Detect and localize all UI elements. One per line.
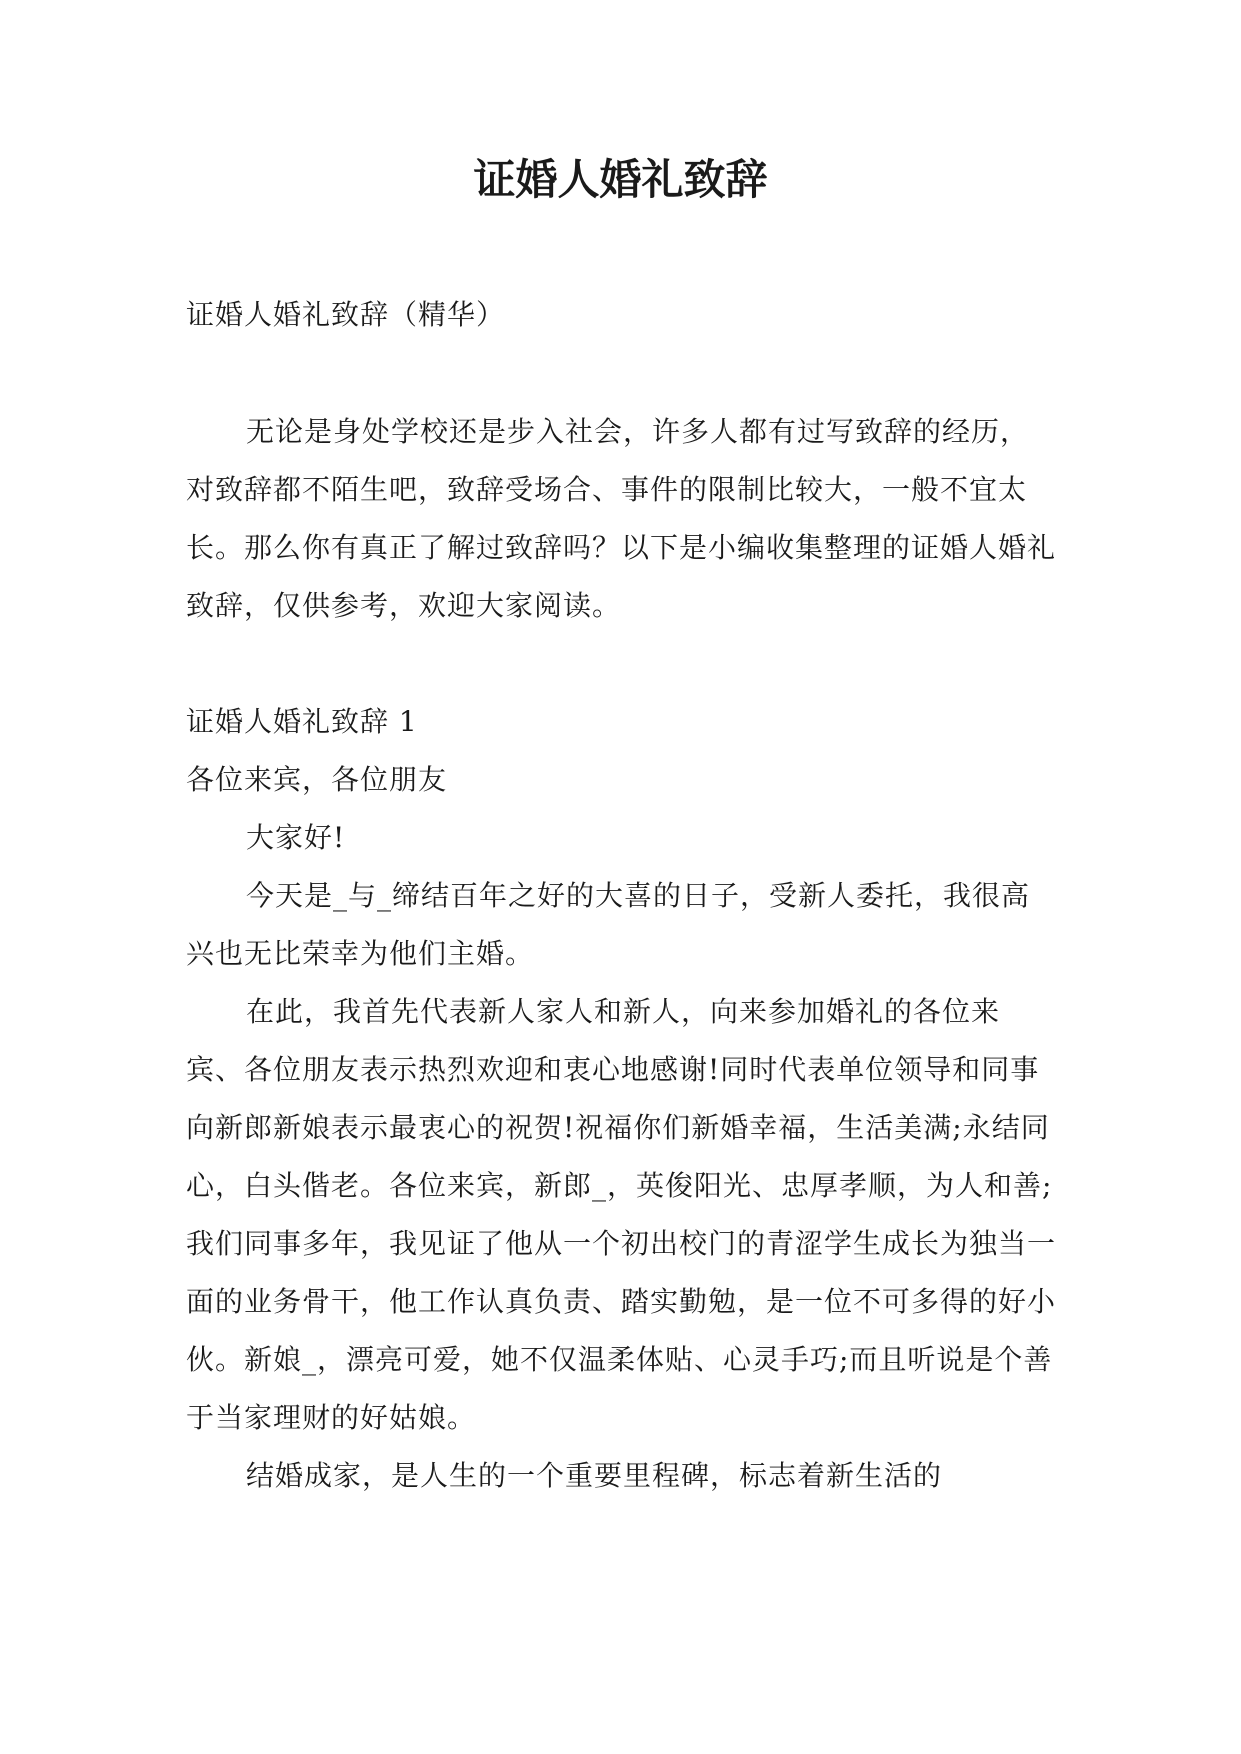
intro-block	[186, 403, 1056, 635]
intro-paragraph: 无论是身处学校还是步入社会，许多人都有过写致辞的经历，对致辞都不陌生吧，致辞受场合、事件的限制比较大，一般不宜太长。那么你有真正了解过致辞吗？以下是小编收集整理的证婚人婚礼致辞，仅供参考，欢迎大家阅读。	[186, 415, 1057, 622]
document-subtitle: 证婚人婚礼致辞（精华）	[186, 298, 506, 331]
greeting: 大家好!	[246, 821, 346, 854]
speech-body	[186, 693, 1056, 1505]
body-paragraph: 结婚成家，是人生的一个重要里程碑，标志着新生活的	[246, 1459, 943, 1492]
salutation: 各位来宾，各位朋友	[186, 763, 448, 796]
document-title: 证婚人婚礼致辞	[473, 155, 768, 204]
section-heading: 证婚人婚礼致辞 1	[186, 705, 418, 738]
body-paragraph: 今天是_与_缔结百年之好的大喜的日子，受新人委托，我很高兴也无比荣幸为他们主婚。	[186, 879, 1031, 970]
body-paragraph: 在此，我首先代表新人家人和新人，向来参加婚礼的各位来宾、各位朋友表示热烈欢迎和衷心地感谢!同时代表单位领导和同事向新郎新娘表示最衷心的祝贺!祝福你们新婚幸福，生活美满;永结同心，白头偕老。各位来宾，新郎_，英俊阳光、忠厚孝顺，为人和善;我们同事多年，我见证了他从一个初出校门的青涩学生成长为独当一面的业务骨干，他工作认真负责、踏实勤勉，是一位不可多得的好小伙。新娘_，漂亮可爱，她不仅温柔体贴、心灵手巧;而且听说是个善于当家理财的好姑娘。	[186, 995, 1057, 1434]
document-subtitle-block	[186, 286, 1056, 344]
